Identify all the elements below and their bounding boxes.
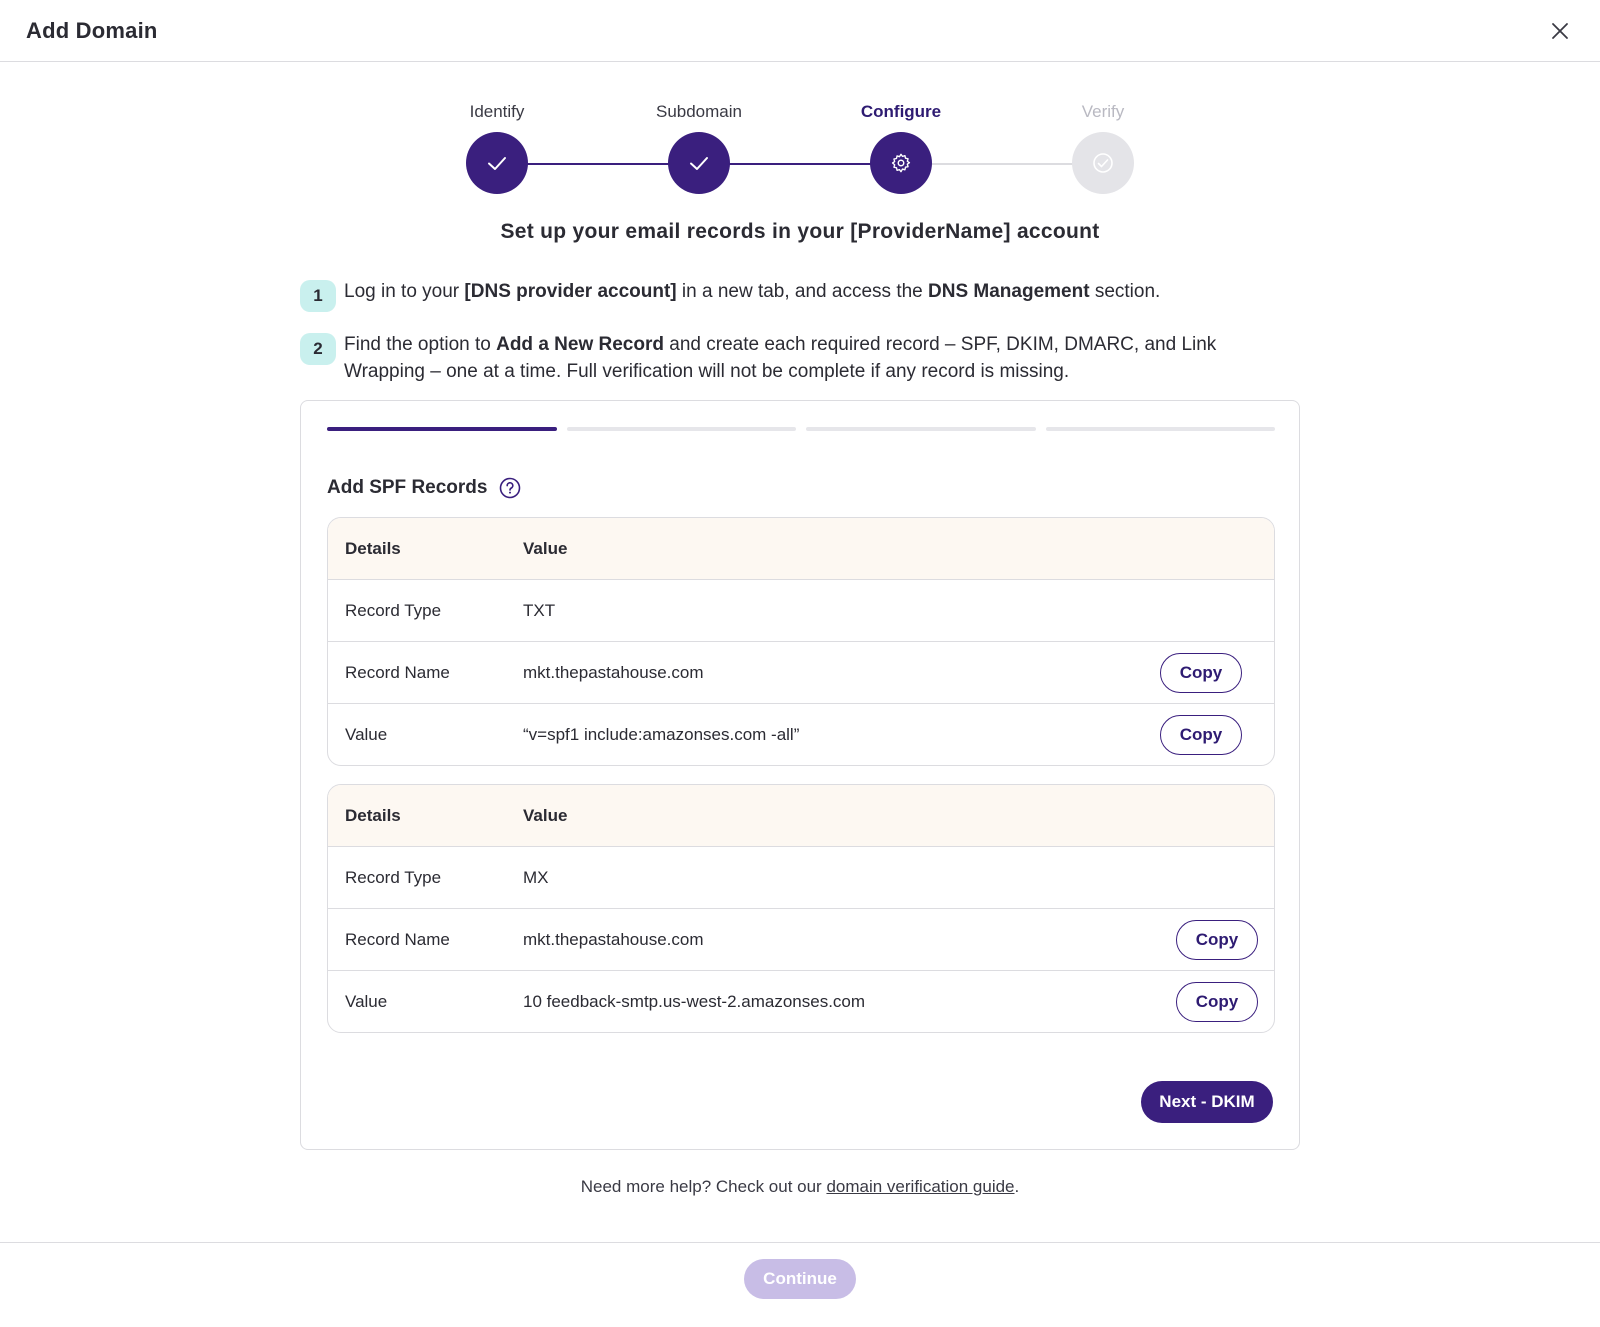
checkmark-icon bbox=[668, 132, 730, 194]
copy-value-button[interactable]: Copy bbox=[1160, 715, 1242, 755]
check-circle-icon bbox=[1072, 132, 1134, 194]
step-number-badge: 1 bbox=[300, 280, 336, 312]
modal-title: Add Domain bbox=[26, 17, 158, 43]
column-header-details: Details bbox=[345, 805, 401, 825]
column-header-value: Value bbox=[523, 805, 568, 825]
instruction-text-bold: [DNS provider account] bbox=[464, 281, 677, 302]
table-row bbox=[328, 908, 1274, 970]
instruction-text-part: section. bbox=[1089, 281, 1161, 302]
section-title bbox=[327, 477, 521, 499]
modal-footer bbox=[0, 1242, 1600, 1327]
step-label: Verify bbox=[1081, 102, 1125, 121]
gear-icon bbox=[870, 132, 932, 194]
row-detail: Record Type bbox=[345, 600, 442, 620]
table-row bbox=[328, 579, 1274, 641]
record-progress-bar bbox=[327, 427, 1275, 431]
progress-segment-link-wrapping bbox=[1046, 427, 1276, 431]
progress-segment-spf bbox=[327, 427, 557, 431]
row-value: mkt.thepastahouse.com bbox=[523, 929, 704, 949]
modal-header bbox=[0, 0, 1600, 62]
copy-record-name-button[interactable]: Copy bbox=[1160, 653, 1242, 693]
progress-segment-dmarc bbox=[806, 427, 1036, 431]
row-value: TXT bbox=[523, 600, 556, 620]
progress-stepper bbox=[0, 100, 1600, 200]
next-dkim-button[interactable]: Next - DKIM bbox=[1141, 1081, 1273, 1123]
row-value: mkt.thepastahouse.com bbox=[523, 662, 704, 682]
row-detail: Record Type bbox=[345, 867, 442, 887]
records-card bbox=[300, 400, 1300, 1150]
spf-mx-record-table bbox=[327, 784, 1275, 1033]
instruction-text-part: in a new tab, and access the bbox=[676, 281, 929, 302]
row-detail: Record Name bbox=[345, 662, 450, 682]
instruction-text-bold: Add a New Record bbox=[496, 334, 664, 355]
table-header-row bbox=[328, 518, 1274, 579]
close-icon[interactable] bbox=[1546, 17, 1574, 45]
table-row bbox=[328, 641, 1274, 703]
instruction-text-part: and create each required record – SPF, DKIM, DMARC, and Link Wrapping – one at a time. Full verification will not be complete if any record is missing. bbox=[344, 334, 1217, 382]
help-text-suffix: . bbox=[1014, 1177, 1020, 1196]
instruction-text-bold: DNS Management bbox=[928, 281, 1090, 302]
checkmark-icon bbox=[466, 132, 528, 194]
help-circle-icon[interactable] bbox=[499, 477, 521, 499]
instruction-text-part: Find the option to bbox=[344, 334, 497, 355]
table-row bbox=[328, 846, 1274, 908]
help-text bbox=[0, 1177, 1600, 1197]
row-detail: Record Name bbox=[345, 929, 450, 949]
row-value: MX bbox=[523, 867, 549, 887]
row-value: 10 feedback-smtp.us-west-2.amazonses.com bbox=[523, 991, 866, 1011]
step-configure bbox=[836, 100, 966, 194]
section-title-text: Add SPF Records bbox=[327, 477, 488, 498]
table-header-row bbox=[328, 785, 1274, 846]
spf-txt-record-table bbox=[327, 517, 1275, 766]
row-value: “v=spf1 include:amazonses.com -all” bbox=[523, 724, 800, 744]
column-header-value: Value bbox=[523, 538, 568, 558]
domain-verification-guide-link[interactable]: domain verification guide bbox=[826, 1177, 1015, 1196]
continue-button[interactable]: Continue bbox=[744, 1259, 856, 1299]
copy-value-button[interactable]: Copy bbox=[1176, 982, 1258, 1022]
step-subdomain bbox=[634, 100, 764, 194]
row-detail: Value bbox=[345, 991, 388, 1011]
step-number-badge: 2 bbox=[300, 333, 336, 365]
progress-segment-dkim bbox=[567, 427, 797, 431]
instruction-text-part: Log in to your bbox=[344, 281, 465, 302]
step-verify bbox=[1038, 100, 1168, 194]
instruction-step-2 bbox=[300, 331, 1300, 385]
help-text-prefix: Need more help? Check out our bbox=[580, 1177, 827, 1196]
column-header-details: Details bbox=[345, 538, 401, 558]
table-row bbox=[328, 703, 1274, 765]
step-label: Identify bbox=[469, 102, 525, 121]
page-heading: Set up your email records in your [ProviderName] account bbox=[500, 220, 1100, 243]
table-row bbox=[328, 970, 1274, 1032]
step-label: Subdomain bbox=[655, 102, 742, 121]
instruction-step-1 bbox=[300, 278, 1300, 312]
row-detail: Value bbox=[345, 724, 388, 744]
step-identify bbox=[432, 100, 562, 194]
step-label: Configure bbox=[860, 102, 942, 121]
instruction-text bbox=[344, 331, 1264, 385]
copy-record-name-button[interactable]: Copy bbox=[1176, 920, 1258, 960]
instruction-text bbox=[344, 278, 1160, 305]
